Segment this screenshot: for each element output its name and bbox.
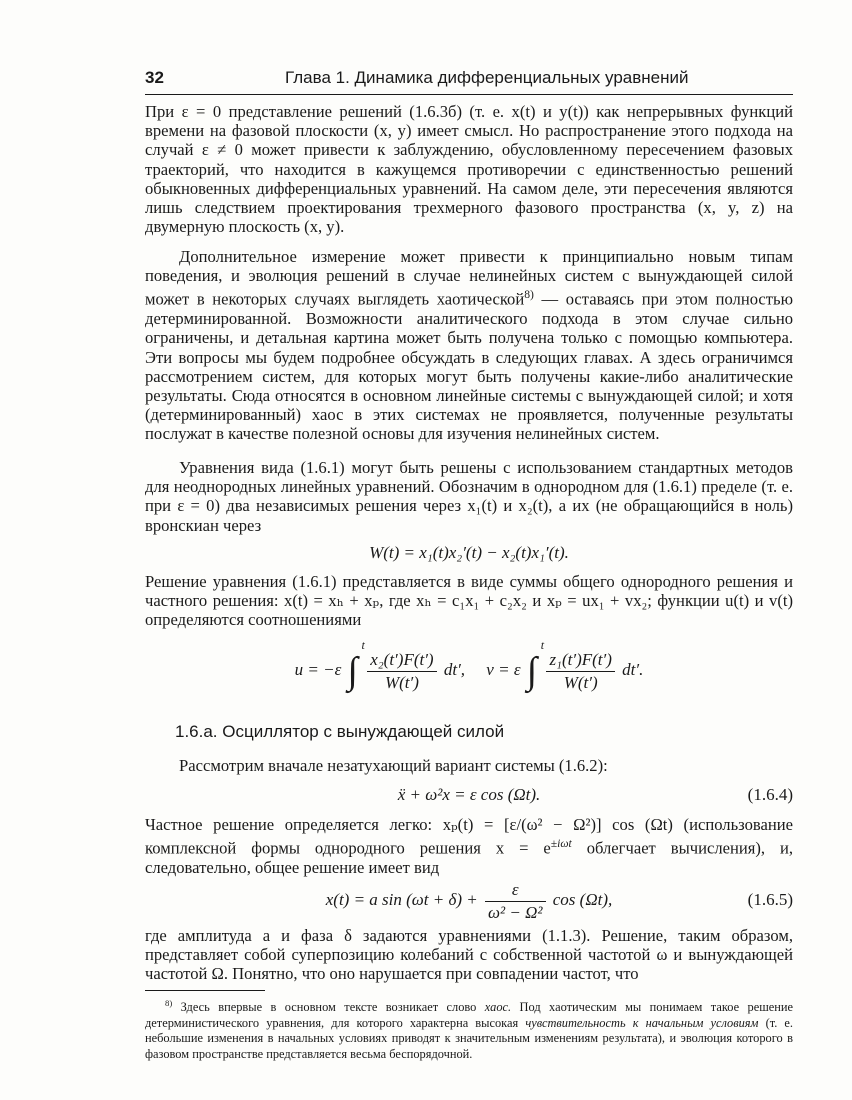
equation-1-6-5	[145, 876, 793, 924]
u-v-formula	[145, 640, 793, 700]
integral-limit-v: t	[540, 638, 545, 653]
page-header	[145, 66, 793, 95]
v-differential: dt′.	[622, 660, 644, 679]
u-fraction	[367, 649, 436, 694]
equation-1-6-4-formula: ẍ + ω²x = ε cos (Ωt).	[397, 785, 541, 804]
paragraph-undamped: Рассмотрим вначале незатухающий вариант системы (1.6.2):	[179, 756, 608, 775]
u-denominator: W(t′)	[384, 672, 419, 692]
footnote-text-a: Здесь впервые в основном тексте возникает слово	[172, 1000, 485, 1015]
integral-sign-u: ∫ t	[347, 638, 365, 693]
paragraph-amplitude-phase: где амплитуда a и фаза δ задаются уравнениями (1.1.3). Решение, таким образом, представляет собой суперпозицию колебаний с собственной частотой ω и вынуждающей частотой Ω. Понятно, что оно нарушается при совпадении частот, что	[145, 926, 793, 984]
page-number: 32	[145, 68, 164, 87]
section-heading: 1.6.а. Осциллятор с вынуждающей силой	[175, 722, 505, 741]
footnote-mark: 8)	[165, 998, 173, 1008]
particular-solution-part1: Частное решение определяется легко: xₚ(t) = [ε/(ω² − Ω²)] cos (Ωt) (использование комплексной формы однородного решения x = e	[145, 815, 793, 858]
eq-165-denominator: ω² − Ω²	[488, 902, 543, 922]
v-lhs: v = ε	[486, 660, 521, 679]
u-lhs: u = −ε	[294, 660, 342, 679]
eq-165-fraction	[485, 879, 545, 924]
footnote-divider	[145, 990, 265, 991]
v-fraction	[546, 649, 614, 694]
equation-1-6-4-number: (1.6.4)	[747, 785, 793, 804]
eq-165-tail: cos (Ωt),	[552, 890, 613, 909]
equation-1-6-5-formula	[145, 876, 793, 924]
equation-1-6-4	[145, 783, 793, 807]
u-differential: dt′,	[443, 660, 466, 679]
particular-solution-part2: облегчает вычисления), и, следовательно, общее решение имеет вид	[145, 838, 793, 877]
running-title: Глава 1. Динамика дифференциальных уравнений	[285, 68, 689, 87]
wronskian-formula: W(t) = x₁(t)x₂′(t) − x₂(t)x₁′(t).	[369, 543, 569, 562]
exponent: ±iωt	[550, 837, 572, 851]
paragraph-extra-dimension	[145, 247, 793, 444]
paragraph-extra-dimension-part2: — оставаясь при этом полностью детерминированной. Возможности аналитического подхода в этом случае сильно ограничены, и детальная картина может быть получена только с помощью компьютера. Эти вопросы мы будем подробнее обсуждать в следующих главах. А здесь ограничимся рассмотрением систем, для которых могут быть получены какие-либо аналитические результаты. Сюда относятся в основном линейные системы с вынуждающей силой; и хотя (детерминированный) хаос в этих системах не проявляется, полученные результаты послужат в качестве полезной основы для изучения нелинейных систем.	[145, 289, 793, 444]
equation-1-6-5-number: (1.6.5)	[747, 890, 793, 909]
equation-wronskian	[145, 541, 793, 565]
u-numerator: x₂(t′)F(t′)	[367, 649, 436, 672]
paragraph-particular-solution	[145, 815, 793, 877]
equation-u-v	[145, 640, 793, 700]
footnote-text-c: (т. е. небольшие изменения в начальных условиях приводят к значительным изменениям результата), и эволюция которого в фазовом пространстве представляется весьма беспорядочной.	[145, 1015, 794, 1061]
eq-165-lhs: x(t) = a sin (ωt + δ) +	[325, 890, 478, 909]
paragraph-standard-methods: Уравнения вида (1.6.1) могут быть решены с использованием стандартных методов для неоднородных линейных уравнений. Обозначим в однородном для (1.6.1) пределе (т. е. при ε = 0) два независимых решения через x₁(t) и x₂(t), а их (не обращающийся в ноль) вронскиан через	[145, 458, 793, 535]
eq-165-numerator: ε	[485, 879, 545, 902]
paragraph-extra-dimension-part1: Дополнительное измерение может привести к принципиально новым типам поведения, и эволюция решений в случае нелинейных систем с вынуждающей силой может в некоторых случаях выглядеть хаотической	[145, 247, 793, 309]
integral-limit-u: t	[361, 638, 365, 653]
footnote-italic-phrase: чувствительность к начальным условиям	[525, 1015, 759, 1030]
footnote-reference[interactable]: 8)	[524, 288, 534, 302]
v-denominator: W(t′)	[563, 672, 598, 692]
footnote-text-b: Под хаотическим мы понимаем такое решение детерминистического уравнения, для которого характерна высокая	[145, 1000, 793, 1030]
footnote	[145, 996, 793, 1063]
paragraph-phase-plane: При ε = 0 представление решений (1.6.3б) (т. е. x(t) и y(t)) как непрерывных функций времени на фазовой плоскости (x, y) имеет смысл. Но распространение этого подхода на случай ε ≠ 0 может привести к заблуждению, обусловленному пересечением фазовых траекторий, что находится в кажущемся противоречии с единственностью решений обыкновенных дифференциальных уравнений. На самом деле, эти пересечения являются лишь следствием проектирования трехмерного фазового пространства (x, y, z) на двумерную плоскость (x, y).	[145, 102, 793, 237]
paragraph-general-solution: Решение уравнения (1.6.1) представляется в виде суммы общего однородного решения и частного решения: x(t) = xₕ + xₚ, где xₕ = c₁x₁ + c₂x₂ и xₚ = ux₁ + vx₂; функции u(t) и v(t) определяются соотношениями	[145, 572, 793, 630]
v-numerator: z₁(t′)F(t′)	[546, 649, 614, 672]
integral-sign-v: ∫ t	[526, 638, 545, 693]
footnote-italic-word: хаос.	[484, 1000, 512, 1015]
